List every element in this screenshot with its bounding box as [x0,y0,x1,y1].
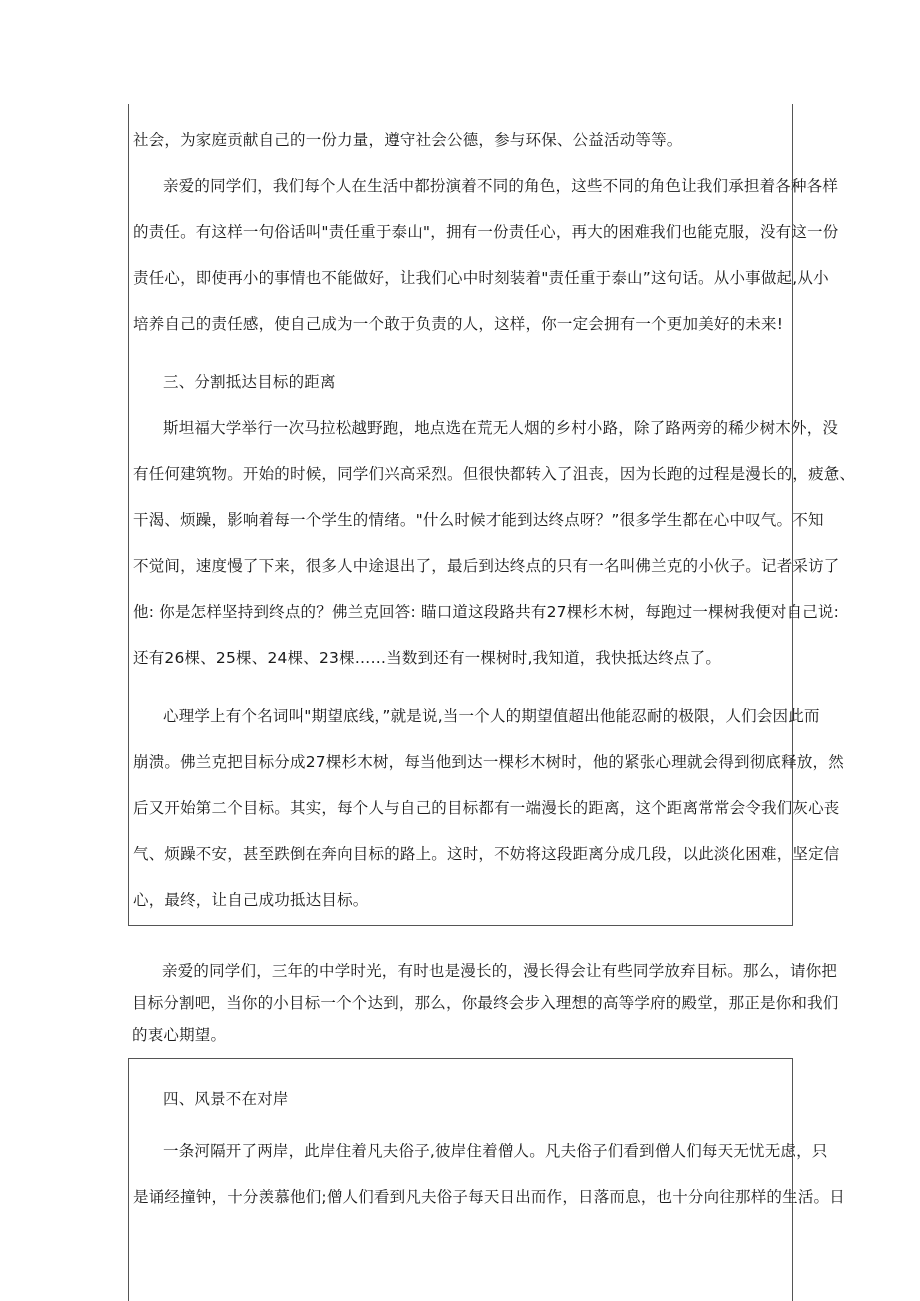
text-line: 培养自己的责任感，使自己成为一个敢于负责的人，这样，你一定会拥有一个更加美好的未来! [133,315,784,333]
text-line: 气、烦躁不安，甚至跌倒在奔向目标的路上。这时，不妨将这段距离分成几段，以此淡化困难，坚定信 [133,845,840,863]
text-line: 的责任。有这样一句俗话叫"责任重于泰山"，拥有一份责任心，再大的困难我们也能克服，没有这一份 [133,223,839,241]
text-line: 社会，为家庭贡献自己的一份力量，遵守社会公德，参与环保、公益活动等等。 [133,131,683,149]
section-heading: 四、风景不在对岸 [163,1090,289,1108]
paragraph-line: 亲爱的同学们，三年的中学时光，有时也是漫长的，漫长得会让有些同学放弃目标。那么，请你把 [162,962,838,980]
text-line: 干渴、烦躁，影响着每一个学生的情绪。"什么时候才能到达终点呀？”很多学生都在心中叹气。不知 [133,511,824,529]
text-line: 责任心，即使再小的事情也不能做好，让我们心中时刻装着"责任重于泰山”这句话。从小事做起,从小 [133,269,829,287]
paragraph-line: 心理学上有个名词叫"期望底线，”就是说,当一个人的期望值超出他能忍耐的极限，人们会因此而 [163,707,820,725]
text-line: 是诵经撞钟，十分羡慕他们;僧人们看到凡夫俗子每天日出而作，日落而息，也十分向往那样的生活。日 [133,1188,845,1206]
text-line: 他: 你是怎样坚持到终点的？佛兰克回答: 瞄口道这段路共有27棵杉木树，每跑过一棵树我便对自己说: [133,603,840,621]
text-line: 有任何建筑物。开始的时候，同学们兴高采烈。但很快都转入了沮丧，因为长跑的过程是漫长的，疲惫、 [133,465,856,483]
section-heading: 三、分割抵达目标的距离 [163,373,336,391]
text-line: 的衷心期望。 [132,1026,227,1044]
text-line: 目标分割吧，当你的小目标一个个达到，那么，你最终会步入理想的高等学府的殿堂，那正是你和我们 [132,994,839,1012]
paragraph-line: 一条河隔开了两岸，此岸住着凡夫俗子,彼岸住着僧人。凡夫俗子们看到僧人们每天无忧无虑，只 [163,1142,828,1160]
text-line: 心，最终，让自己成功抵达目标。 [133,891,369,909]
text-line: 不觉间，速度慢了下来，很多人中途退出了，最后到达终点的只有一名叫佛兰克的小伙子。记者采访了 [133,557,840,575]
closing-paragraph [132,955,839,1051]
paragraph-line: 亲爱的同学们，我们每个人在生活中都扮演着不同的角色，这些不同的角色让我们承担着各种各样 [163,177,839,195]
content-frame-upper [128,104,856,926]
text-line: 还有26棵、25棵、24棵、23棵……当数到还有一棵树时,我知道，我快抵达终点了。 [133,649,722,667]
text-line: 后又开始第二个目标。其实，每个人与自己的目标都有一端漫长的距离，这个距离常常会令我们灰心丧 [133,799,840,817]
content-frame-lower [128,1058,845,1301]
paragraph-line: 斯坦福大学举行一次马拉松越野跑，地点选在荒无人烟的乡村小路，除了路两旁的稀少树木外，没 [163,419,839,437]
text-line: 崩溃。佛兰克把目标分成27棵杉木树，每当他到达一棵杉木树时，他的紧张心理就会得到彻底释放，然 [133,753,844,771]
